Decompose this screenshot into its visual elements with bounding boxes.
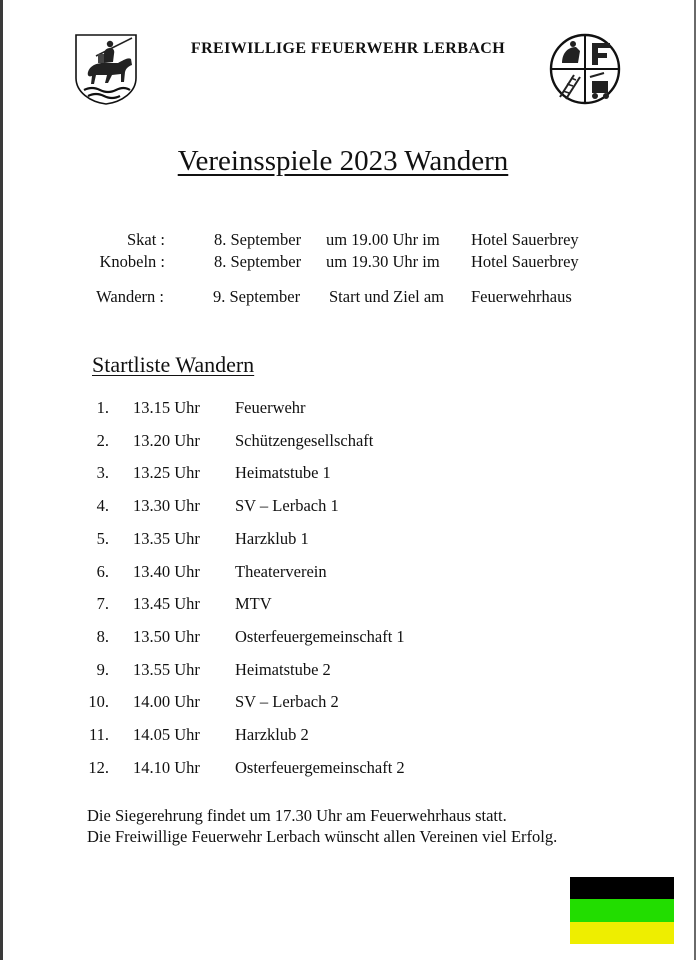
- start-time: 13.55 Uhr: [133, 659, 200, 679]
- flag-stripe-yellow: [570, 922, 674, 944]
- team-name: MTV: [235, 594, 272, 614]
- start-time: 13.40 Uhr: [133, 561, 200, 581]
- start-number: 1.: [96, 398, 109, 417]
- start-time: 14.10 Uhr: [133, 757, 200, 777]
- page-title: Vereinsspiele 2023 Wandern: [177, 145, 509, 177]
- start-time: 13.35 Uhr: [133, 528, 200, 548]
- start-time: 14.05 Uhr: [133, 725, 200, 744]
- start-number: 12.: [88, 757, 109, 777]
- team-name: Schützengesellschaft: [235, 430, 374, 450]
- start-time: 13.15 Uhr: [133, 398, 200, 417]
- start-time: 13.50 Uhr: [133, 626, 200, 646]
- fire-brigade-emblem-icon: [548, 33, 622, 105]
- team-name: Theaterverein: [235, 561, 327, 581]
- start-time: 14.00 Uhr: [133, 692, 200, 712]
- schedule-time: Start und Ziel am: [329, 287, 445, 306]
- schedule-date: 9. September: [213, 287, 301, 306]
- start-number: 10.: [88, 692, 109, 712]
- schedule-place: Feuerwehrhaus: [471, 287, 572, 306]
- team-name: Osterfeuergemeinschaft 1: [235, 626, 405, 646]
- schedule-category: Knobeln :: [99, 252, 165, 271]
- start-number: 11.: [88, 725, 109, 744]
- start-number: 2.: [96, 430, 109, 450]
- flag-stripe-black: [570, 877, 674, 899]
- team-name: SV – Lerbach 1: [235, 496, 339, 516]
- schedule-time: um 19.30 Uhr im: [326, 252, 440, 271]
- start-number: 3.: [96, 463, 109, 483]
- start-time: 13.25 Uhr: [133, 463, 200, 483]
- team-name: Feuerwehr: [235, 398, 306, 417]
- flag-stripe-green: [570, 899, 674, 921]
- schedule-date: 8. September: [214, 230, 302, 249]
- schedule-row-skat: [0, 230, 696, 252]
- team-name: Heimatstube 2: [235, 659, 331, 679]
- start-time: 13.30 Uhr: [133, 496, 200, 516]
- start-time: 13.45 Uhr: [133, 594, 200, 614]
- award-ceremony-note: Die Siegerehrung findet um 17.30 Uhr am Feuerwehrhaus statt.: [87, 806, 507, 825]
- schedule-row-knobeln: [0, 252, 696, 274]
- organization-name: FREIWILLIGE FEUERWEHR LERBACH: [190, 40, 506, 57]
- start-number: 9.: [96, 659, 109, 679]
- team-name: Harzklub 1: [235, 528, 309, 548]
- flag: [570, 877, 674, 944]
- schedule-category: Wandern :: [96, 287, 164, 306]
- schedule-time: um 19.00 Uhr im: [326, 230, 440, 249]
- good-luck-note: Die Freiwillige Feuerwehr Lerbach wünscht allen Vereinen viel Erfolg.: [87, 827, 558, 846]
- start-number: 6.: [96, 561, 109, 581]
- schedule-category: Skat :: [126, 230, 165, 249]
- start-time: 13.20 Uhr: [133, 430, 200, 450]
- schedule-place: Hotel Sauerbrey: [471, 252, 579, 271]
- startlist-heading: Startliste Wandern: [92, 352, 255, 377]
- team-name: Heimatstube 1: [235, 463, 331, 483]
- start-number: 5.: [96, 528, 109, 548]
- schedule-row-wandern: [0, 287, 696, 309]
- schedule-place: Hotel Sauerbrey: [471, 230, 579, 249]
- team-name: Harzklub 2: [235, 725, 309, 744]
- team-name: Osterfeuergemeinschaft 2: [235, 757, 405, 777]
- start-number: 8.: [96, 626, 109, 646]
- start-number: 7.: [96, 594, 109, 614]
- schedule-date: 8. September: [214, 252, 302, 271]
- start-number: 4.: [96, 496, 109, 516]
- team-name: SV – Lerbach 2: [235, 692, 339, 712]
